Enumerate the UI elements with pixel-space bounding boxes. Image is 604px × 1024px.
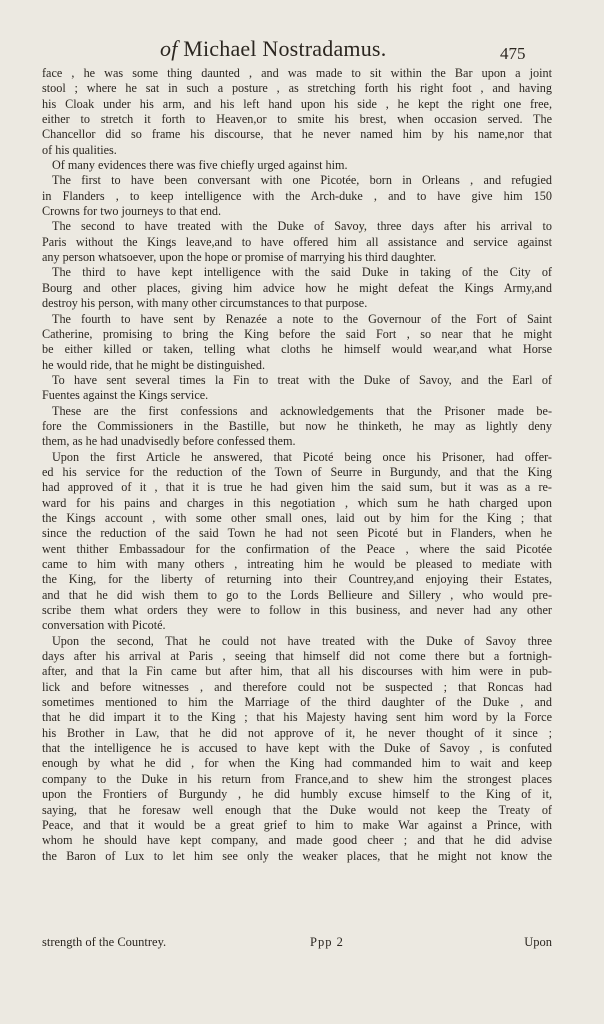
text-line: either to stretch it forth to Heaven,or to smite his brest, when occasion served. The xyxy=(42,112,552,127)
text-line: conversation with Picoté. xyxy=(42,618,166,633)
text-line: upon the Frontiers of Burgundy , he did humbly excuse himself to the King of it, xyxy=(42,787,552,802)
text-line: company to the Duke in his return from France,and to shew him the strongest places xyxy=(42,771,552,786)
signature-mark: Ppp 2 xyxy=(310,935,344,949)
text-line: saying, that he foresaw well enough that the Duke would not keep the Treaty of xyxy=(42,802,552,817)
text-line: The third to have kept intelligence with the said Duke in taking of the City of xyxy=(52,265,552,280)
text-line: and that he did wish them to go to the Lords Bellieure and Sillery , who would pre- xyxy=(42,587,552,602)
text-line: To have sent several times la Fin to treat with the Duke of Savoy, and the Earl of xyxy=(52,372,552,387)
text-line: Upon the second, That he could not have treated with the Duke of Savoy three xyxy=(52,633,552,648)
text-line: scribe them what orders they were to follow in this business, and never had any other xyxy=(42,603,552,618)
text-line: Upon the first Article he answered, that Picoté being once his Prisoner, had offer- xyxy=(52,449,552,464)
body-text xyxy=(42,66,552,864)
text-line: enough by what he did , for when the King had commanded him to wait and keep xyxy=(42,756,552,771)
text-line: his Brother in Law, that he did not approve of it, he never thought of it since ; xyxy=(42,725,552,740)
text-line: be either killed or taken, telling what cloths he himself would wear,and what Horse xyxy=(42,342,552,357)
text-line: the Kings account , with some other small ones, laid out by him for the King ; that xyxy=(42,510,552,525)
text-line: since the reduction of the said Town he had not seen Picoté but in Flanders, when he xyxy=(42,526,552,541)
text-line: ward for his pains and charges in this negotiation , which sum he hath charged upon xyxy=(42,495,552,510)
text-line: sometimes mentioned to him the Marriage of the third daughter of the Duke , and xyxy=(42,695,552,710)
text-line: stool ; where he sat in such a posture , as stretching forth his right foot , and having xyxy=(42,81,552,96)
text-line: that he did impart it to the King ; that his Majesty having sent him word by la Force xyxy=(42,710,552,725)
text-line: his Cloak under his arm, and his left hand upon his side , he kept the right one free, xyxy=(42,96,552,111)
text-line: them, as he had unadvisedly before confessed them. xyxy=(42,434,296,449)
text-line: The fourth to have sent by Renazée a note to the Governour of the Fort of Saint xyxy=(52,311,552,326)
text-line: Of many evidences there was five chiefly urged against him. xyxy=(52,158,348,173)
text-line: Catherine, promising to bring the King before the said Fort , so near that he might xyxy=(42,326,552,341)
text-line: Chancellor did so frame his discourse, that he never named him by his name,nor that xyxy=(42,127,552,142)
text-line: after, and that la Fin came but after him, that all his discourses with him were in pub- xyxy=(42,664,552,679)
text-line: had approved of it , that it is true he had given him the said sum, but it was as a re- xyxy=(42,480,552,495)
running-title-of: of xyxy=(160,36,178,61)
text-line: Paris without the Kings leave,and to have offered him all assistance and service against xyxy=(42,234,552,249)
text-line: days after his arrival at Paris , seeing that himself did not come there but a fortnigh- xyxy=(42,649,552,664)
text-line: Fuentes against the Kings service. xyxy=(42,388,209,403)
text-line: came to him with many others , intreating him he would be pleased to mediate with xyxy=(42,557,552,571)
text-line: the Baron of Lux to let him see only the weaker places, that he might not know the xyxy=(42,848,552,863)
catchword: Upon xyxy=(524,935,552,949)
text-line: lick and before witnesses , and therefore could not be suspected ; that Roncas had xyxy=(42,679,552,694)
page-header xyxy=(0,36,604,66)
text-line: he would ride, that he might be distinguished. xyxy=(42,357,266,372)
text-line: destroy his person, with many other circumstances to that purpose. xyxy=(42,296,368,311)
text-line: Peace, and that it would be a great grief to him to make War against a Prince, with xyxy=(42,817,552,832)
page-footer xyxy=(42,935,552,953)
text-line: Bourg and other places, giving him advice how he might defeat the Kings Army,and xyxy=(42,280,552,295)
text-line: went thither Embassadour for the confirmation of the Peace , where the said Picotée xyxy=(42,541,552,556)
text-line: fore the Commissioners in the Bastille, but now he thinketh, he may as lightly deny xyxy=(42,418,552,433)
text-line: any person whatsoever, upon the hope or promise of marrying his third daughter. xyxy=(42,250,437,265)
text-line: The first to have been conversant with one Picotée, born in Orleans , and refugied xyxy=(52,173,552,188)
text-line: The second to have treated with the Duke of Savoy, three days after his arrival to xyxy=(52,219,552,234)
text-line: of his qualities. xyxy=(42,142,117,157)
text-line: that the intelligence he is accused to have kept with the Duke of Savoy , is confuted xyxy=(42,741,552,756)
running-title xyxy=(160,36,386,62)
text-line: ed his service for the reduction of the Town of Seurre in Burgundy, and that the King xyxy=(42,464,552,479)
text-line: whom he should have kept company, and made good cheer ; and that he did advise xyxy=(42,833,552,848)
text-line: Crowns for two journeys to that end. xyxy=(42,204,222,219)
text-line: the King, for the liberty of returning into their Countrey,and enjoying their Estates, xyxy=(42,572,552,587)
final-text-line: strength of the Countrey. xyxy=(42,935,167,949)
running-title-name: Michael Nostradamus. xyxy=(183,36,387,61)
text-line: face , he was some thing daunted , and was made to sit within the Bar upon a joint xyxy=(42,66,552,80)
page-number: 475 xyxy=(500,44,526,63)
text-line: in Flanders , to keep intelligence with the Arch-duke , and to have give him 150 xyxy=(42,188,552,203)
text-line: These are the first confessions and acknowledgements that the Prisoner made be- xyxy=(52,403,552,418)
